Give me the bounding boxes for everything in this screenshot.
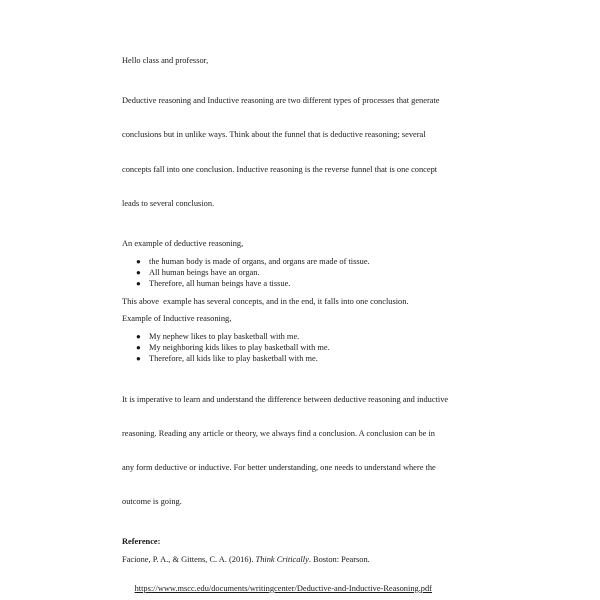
document-body: [122, 55, 482, 600]
bullet-icon: ●: [136, 342, 141, 352]
list-item-text: Therefore, all human beings have a tissue.: [149, 279, 291, 289]
list-item: [122, 256, 482, 267]
reference-citation: [122, 554, 482, 565]
inductive-heading: Example of Inductive reasoning,: [122, 314, 232, 324]
list-item: [122, 342, 482, 353]
closing-paragraph: [122, 371, 482, 531]
list-item: [122, 353, 482, 364]
deductive-list: [122, 256, 482, 290]
bullet-icon: ●: [136, 256, 141, 266]
intro-line: Deductive reasoning and Inductive reasoning are two different types of processes that generate: [122, 96, 440, 106]
inductive-list: [122, 331, 482, 365]
greeting-text: Hello class and professor,: [122, 56, 209, 65]
list-item-text: the human body is made of organs, and organs are made of tissue.: [149, 256, 370, 266]
list-item-text: My neighboring kids likes to play basketball with me.: [149, 342, 330, 352]
reference-heading: Reference:: [122, 537, 161, 547]
bullet-icon: ●: [136, 279, 141, 289]
citation-publisher: . Boston: Pearson.: [308, 554, 370, 564]
list-item-text: Therefore, all kids like to play basketball with me.: [149, 354, 318, 364]
intro-line: conclusions but in unlike ways. Think about the funnel that is deductive reasoning; several: [122, 130, 426, 140]
intro-paragraph: [122, 72, 482, 232]
bullet-icon: ●: [136, 354, 141, 364]
deductive-heading: An example of deductive reasoning,: [122, 239, 244, 249]
closing-line: any form deductive or inductive. For better understanding, one needs to understand where the: [122, 463, 436, 472]
reference-url-line: [122, 571, 482, 600]
intro-line: concepts fall into one conclusion. Inductive reasoning is the reverse funnel that is one concept: [122, 164, 438, 174]
citation-title: Think Critically: [255, 554, 309, 564]
bullet-icon: ●: [136, 331, 141, 341]
closing-line: outcome is going.: [122, 497, 182, 507]
deductive-summary: This above example has several concepts, and in the end, it falls into one conclusion.: [122, 296, 409, 306]
closing-line: It is imperative to learn and understand the difference between deductive reasoning and inductive: [122, 394, 449, 404]
intro-line: leads to several conclusion.: [122, 198, 215, 208]
list-item: [122, 278, 482, 289]
reference-link[interactable]: https://www.mscc.edu/documents/writingcenter/Deductive-and-Inductive-Reasoning.pdf: [134, 583, 432, 593]
closing-line: reasoning. Reading any article or theory, we always find a conclusion. A conclusion can be in: [122, 428, 435, 438]
list-item: [122, 331, 482, 342]
list-item-text: My nephew likes to play basketball with me.: [149, 331, 300, 341]
bullet-icon: ●: [136, 267, 141, 277]
citation-authors: Facione, P. A., & Gittens, C. A. (2016).: [122, 554, 256, 564]
list-item: [122, 267, 482, 278]
list-item-text: All human beings have an organ.: [149, 267, 260, 277]
